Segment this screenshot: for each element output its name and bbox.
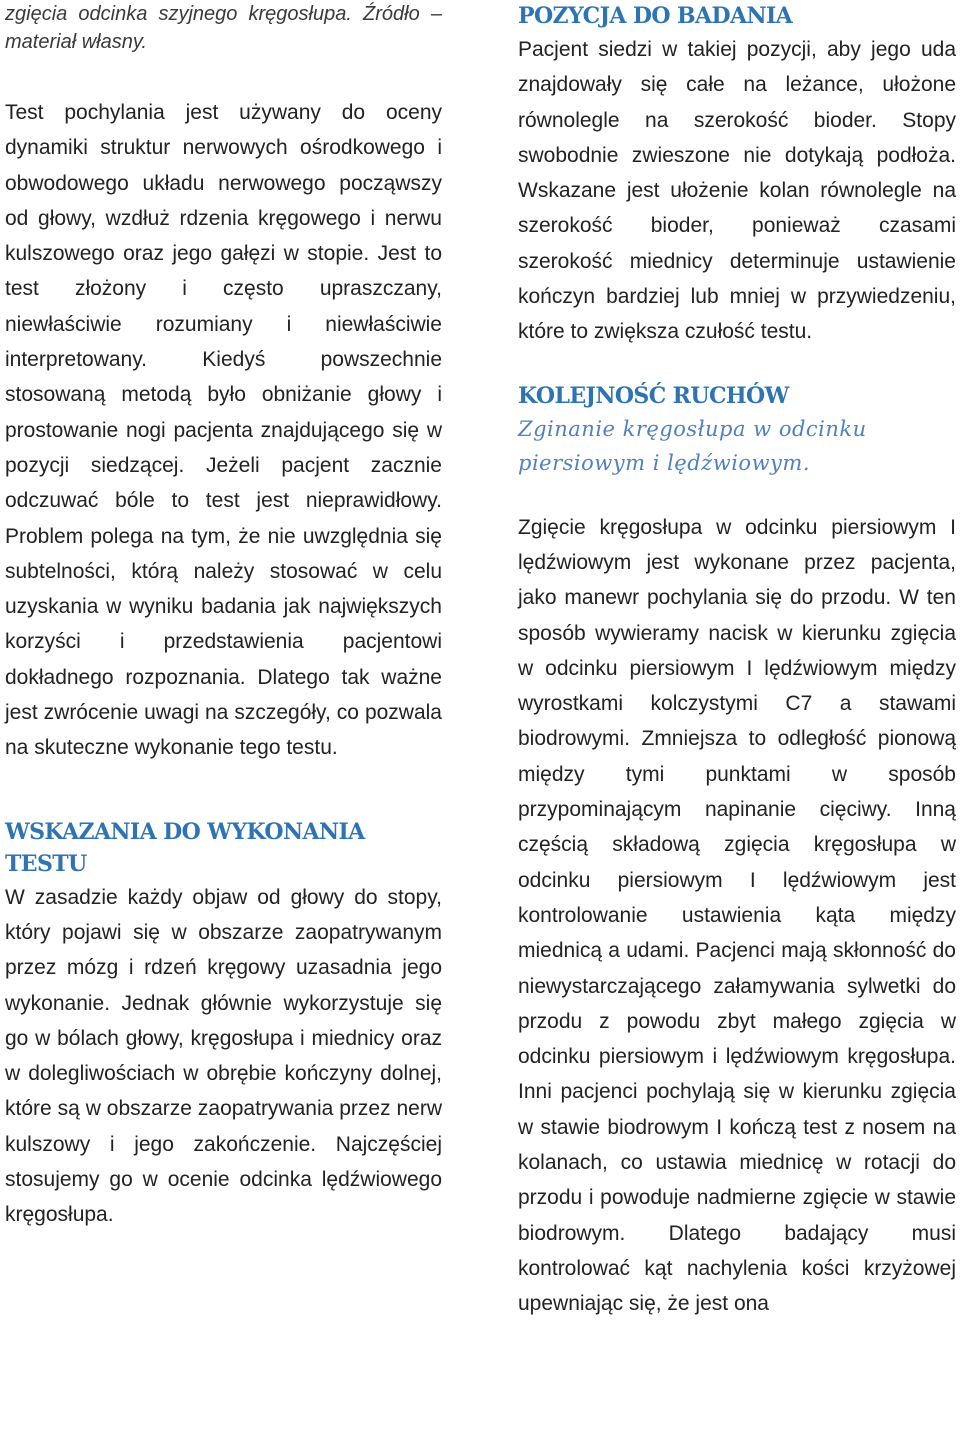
sequence-subheading: Zginanie kręgosłupa w odcinku piersiowym i lędźwiowym.: [518, 416, 867, 475]
right-column: [518, 0, 956, 1322]
section-spacer: [518, 350, 956, 380]
sequence-heading: KOLEJNOŚĆ RUCHÓW: [518, 382, 789, 409]
left-column: [5, 0, 442, 1233]
sequence-paragraph: Zgięcie kręgosłupa w odcinku piersiowym I lędźwiowym jest wykonane przez pacjenta, jako manewr pochylania się do przodu. W ten sposób wywieramy nacisk w kierunku zgięcia w odcinku piersiowym I lędźwiowym między wyrostkami kolczystymi C7 a stawami biodrowymi. Zmniejsza to odległość pionową między tymi punktami w sposób przypominającym napinanie cięciwy. Inną częścią składową zgięcia kręgosłupa w odcinku piersiowym I lędźwiowym jest kontrolowanie ustawienia kąta między miednicą a udami. Pacjenci mają skłonność do niewystarczającego załamywania sylwetki do przodu z powodu zbyt małego zgięcia w odcinku piersiowym i lędźwiowym kręgosłupa. Inni pacjenci pochylają się w kierunku zgięcia w stawie biodrowym I kończą test z nosem na kolanach, co ustawia miednicę w rotacji do przodu i powoduje nadmierne zgięcie w stawie biodrowym. Dlatego badający musi kontrolować kąt nachylenia kości krzyżowej upewniając się, że jest ona: [518, 515, 956, 1316]
indications-heading: WSKAZANIA DO WYKONANIA TESTU: [5, 818, 365, 877]
section-spacer: [518, 480, 956, 510]
position-heading: POZYCJA DO BADANIA: [518, 3, 793, 29]
indications-paragraph: W zasadzie każdy objaw od głowy do stopy, który pojawi się w obszarze zaopatrywanym przez mózg i rdzeń kręgowy uzasadnia jego wykonanie. Jednak głównie wykorzystuje się go w bólach głowy, kręgosłupa i miednicy oraz w dolegliwościach w obrębie kończyny dolnej, które są w obszarze zaopatrywania przez nerw kulszowy i jego zakończenie. Najczęściej stosujemy go w ocenie odcinka lędźwiowego kręgosłupa.: [5, 885, 442, 1227]
figure-caption: zgięcia odcinka szyjnego kręgosłupa. Źródło – materiał własny.: [5, 3, 442, 53]
intro-paragraph: Test pochylania jest używany do oceny dynamiki struktur nerwowych ośrodkowego i obwodowego układu nerwowego począwszy od głowy, wzdłuż rdzenia kręgowego i nerwu kulszowego oraz jego gałęzi w stopie. Jest to test złożony i często upraszczany, niewłaściwie rozumiany i niewłaściwie interpretowany. Kiedyś powszechnie stosowaną metodą było obniżanie głowy i prostowanie nogi pacjenta znajdującego się w pozycji siedzącej. Jeżeli pacjent zacznie odczuwać bóle to test jest nieprawidłowy. Problem polega na tym, że nie uwzględnia się subtelności, którą należy stosować w celu uzyskania w wyniku badania jak największych korzyści i przedstawienia pacjentowi dokładnego rozpoznania. Dlatego tak ważne jest zwrócenie uwagi na szczegóły, co pozwala na skuteczne wykonanie tego testu.: [5, 101, 442, 760]
position-paragraph: Pacjent siedzi w takiej pozycji, aby jego uda znajdowały się całe na leżance, ułożone równolegle na szerokość bioder. Stopy swobodnie zwieszone nie dotykają podłoża. Wskazane jest ułożenie kolan równolegle na szerokość bioder, ponieważ czasami szerokość miednicy determinuje ustawienie kończyn bardziej lub mniej w przywiedzeniu, które to zwiększa czułość testu.: [518, 38, 956, 344]
section-spacer: [5, 766, 442, 816]
